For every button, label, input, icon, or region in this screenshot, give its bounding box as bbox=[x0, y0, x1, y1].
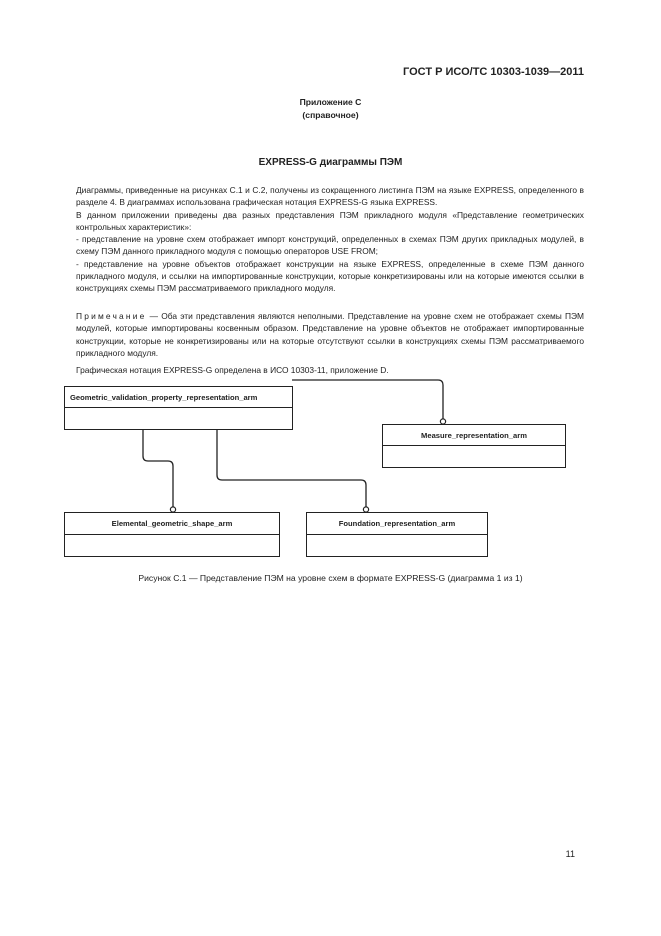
page-number: 11 bbox=[565, 849, 575, 859]
connector-measure bbox=[292, 380, 443, 419]
schema-box-measure bbox=[382, 424, 566, 468]
paragraph-4-text: - представление на уровне объектов отображает конструкции на языке EXPRESS, определенные в схеме ПЭМ данного прикладного модуля, и ссылки на импортированные конструкции, которые конкретизированы или на которые имеются ссылки в конструкциях схемы ПЭМ рассматриваемого прикладного модуля. bbox=[76, 258, 584, 294]
paragraph-3-text: - представление на уровне схем отображает импорт конструкций, определенных в схемах ПЭМ других прикладных модулей, в схему ПЭМ данного прикладного модуля с помощью операторов USE FROM; bbox=[76, 234, 584, 257]
section-title: EXPRESS-G диаграммы ПЭМ bbox=[258, 157, 403, 168]
schema-box-label: Elemental_geometric_shape_arm bbox=[65, 513, 279, 535]
paragraph-1-text: Диаграммы, приведенные на рисунках С.1 и С.2, получены из сокращенного листинга ПЭМ на языке EXPRESS, определенного в разделе 4. В диаграммах использована графическая нотация EXPRESS-G языка EXPRESS. bbox=[76, 185, 584, 208]
paragraph-2-text: В данном приложении приведены два разных представления ПЭМ прикладного модуля «Представление геометрических контрольных характеристик»: bbox=[76, 209, 584, 232]
schema-box-geometric-validation bbox=[64, 386, 293, 430]
note-label: Примечание bbox=[76, 311, 147, 321]
figure-caption: Рисунок С.1 — Представление ПЭМ на уровне схем в формате EXPRESS-G (диаграмма 1 из 1) bbox=[138, 573, 523, 583]
schema-box-label: Measure_representation_arm bbox=[383, 425, 565, 446]
appendix-title: Приложение С bbox=[299, 97, 362, 107]
connector-elemental bbox=[143, 430, 173, 507]
paragraph-5-text: Графическая нотация EXPRESS-G определена в ИСО 10303-11, приложение D. bbox=[76, 365, 389, 375]
schema-box-label: Foundation_representation_arm bbox=[307, 513, 487, 535]
note-text: — Оба эти представления являются неполными. Представление на уровне схем не отображает схемы ПЭМ модулей, которые импортированы косвенным образом. Представление на уровне объектов не отображает импортированные конструкции, которые не конкретизированы или на которые отсутствуют ссылки в конструкциях схемы ПЭМ рассматриваемого прикладного модуля. bbox=[76, 311, 584, 358]
schema-box-foundation bbox=[306, 512, 488, 557]
standard-header: ГОСТ Р ИСО/ТС 10303-1039—2011 bbox=[403, 66, 584, 78]
connector-foundation bbox=[217, 430, 366, 507]
schema-box-elemental bbox=[64, 512, 280, 557]
schema-box-label: Geometric_validation_property_representation_arm bbox=[65, 387, 292, 408]
appendix-subtitle: (справочное) bbox=[302, 110, 359, 120]
